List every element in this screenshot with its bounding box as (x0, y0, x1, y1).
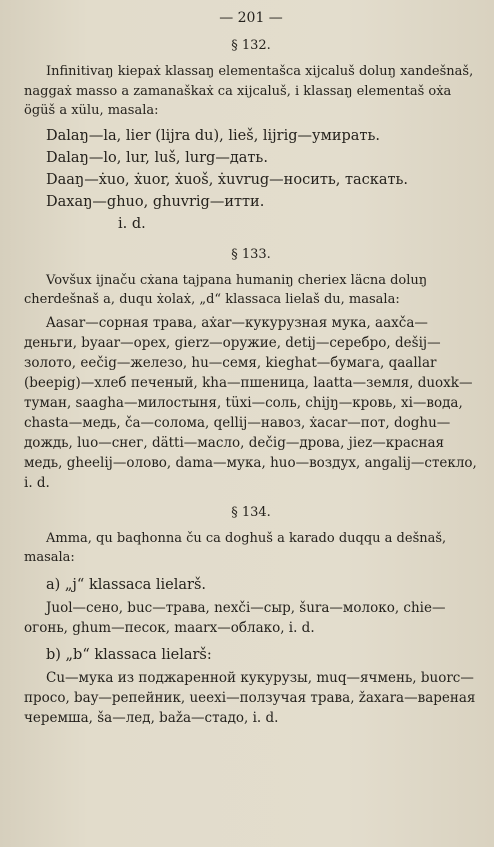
subsection-a-word-list: Juol—сено, buc—трава, nexči—сыр, šura—молоко, chie—огонь, ghum—песок, maarx—облако, i. d. (24, 599, 446, 636)
subsection-b-word-list: Cu—мука из поджаренной кукурузы, muq—ячмень, buorc—просо, bay—репейник, ueexi—ползучая трава, žaxara—вареная черемша, ša—лед, baža—стадо, i. d. (24, 669, 476, 726)
section-132-text: Infinitivaŋ kiepaẋ klassaŋ elementašca xijcaluš doluŋ xandešnaš, naggaẋ masso a zamanaškaẋ ca xijcaluš, i klassaŋ elementaš oẋa ögüš a xülu, masala: (24, 64, 474, 118)
section-heading-134: § 134. (231, 504, 271, 520)
example-line: Dalaŋ—la, lier (lijra du), lieš, lijrig—умирать. (46, 127, 380, 144)
subsection-b-heading: b) „b“ klassaca lielarš: (46, 646, 212, 663)
section-heading-133: § 133. (231, 246, 271, 262)
section-134-text: Amma, qu baqhonna ču ca doghuš a karado duqqu a dešnaš, masala: (24, 530, 447, 565)
section-132-examples (46, 125, 478, 235)
example-line: Daxaŋ—ghuo, ghuvrig—итти. (46, 193, 265, 210)
section-133-text: Vovšux ijnaču cẋana tajpana humaniŋ cheriex läcna doluŋ cherdešnaš a, duqu ẋolaẋ, „d“ klassaca lielaš du, masala: (24, 272, 428, 307)
section-heading-132: § 132. (231, 38, 271, 53)
section-133-word-list: Aasar—сорная трава, aẋar—кукурузная мука, aaxča—деньги, byaar—орех, gierz—оружие, detij—серебро, dešij—золото, eečig—железо, hu—семя, kieghat—бумага, qaallar (beepig)—хлеб печеный, kha—пшеница, laatta—земля, duoxk—туман, saagha—милостыня, tüxi—соль, chijŋ—кровь, xi—вода, chasta—медь, ča—солома, qellij—навоз, ẋacar—пот, doghu—дождь, luo—снег, dätti—масло, dečig—дрова, jiez—красная медь, gheelij—олово, dama—мука, huo—воздух, angalij—стекло, i. d. (24, 314, 477, 491)
example-line: Dalaŋ—lo, lur, luš, lurg—дать. (46, 149, 268, 166)
page-number: — 201 — (219, 10, 283, 26)
example-etc: i. d. (118, 215, 146, 232)
subsection-a-heading: a) „j“ klassaca lielarš. (46, 576, 207, 593)
example-line: Daaŋ—ẋuo, ẋuor, ẋuoš, ẋuvrug—носить, таскать. (46, 171, 409, 188)
